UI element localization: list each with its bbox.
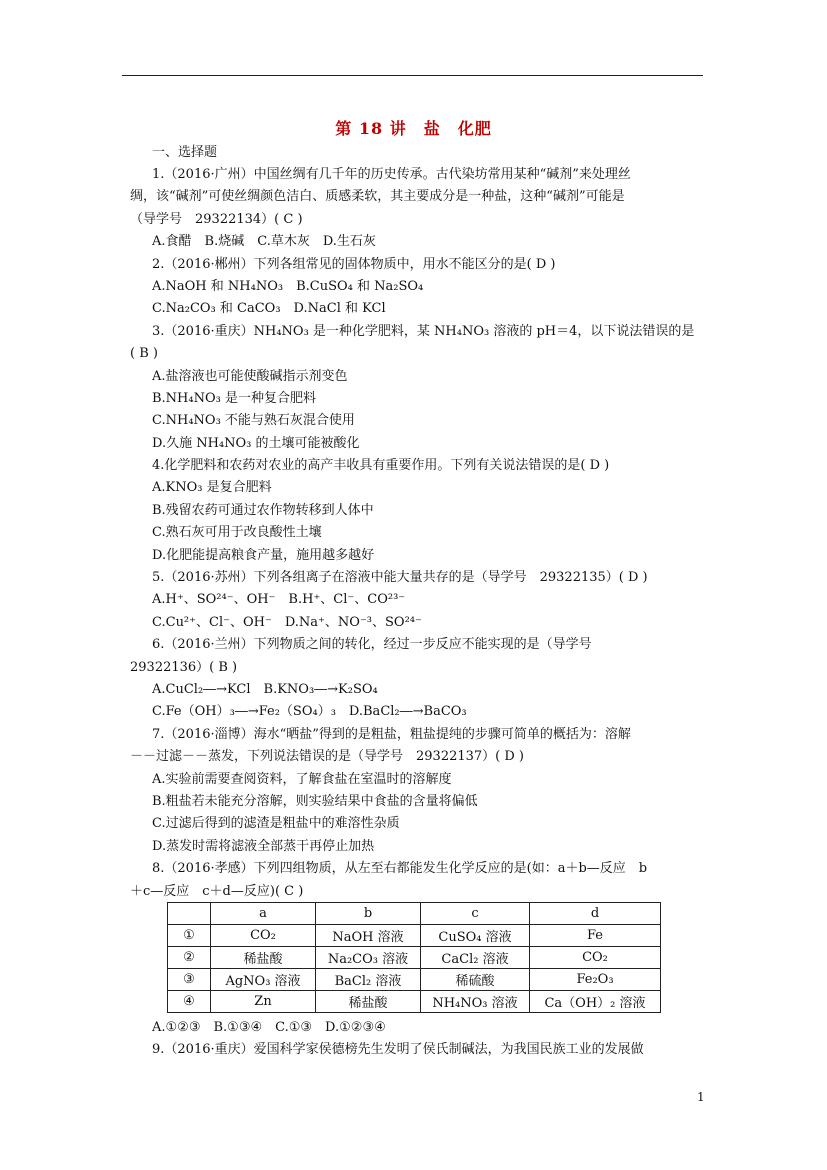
- q8-line-2: ＋c—反应 c＋d—反应)( C ): [130, 883, 304, 899]
- q2-options-2: C.Na₂CO₃ 和 CaCO₃ D.NaCl 和 KCl: [152, 301, 386, 317]
- header-rule: [122, 75, 703, 76]
- table-header-cell: c: [421, 903, 530, 925]
- table-cell: CO₂: [530, 947, 661, 969]
- page-number: 1: [697, 1090, 705, 1104]
- table-cell: NH₄NO₃ 溶液: [421, 991, 530, 1013]
- q3-option-a: A.盐溶液也可能使酸碱指示剂变色: [152, 368, 348, 384]
- after-table-block: [152, 1017, 704, 1062]
- table-cell: Ca（OH）₂ 溶液: [530, 991, 661, 1013]
- question-list: [130, 144, 704, 903]
- q1-line-2: 绸，该“碱剂”可使丝绸颜色洁白、质感柔软，其主要成分是一种盐，这种“碱剂”可能是: [130, 189, 625, 205]
- q7-option-d: D.蒸发时需将滤液全部蒸干再停止加热: [152, 838, 375, 854]
- q4-option-c: C.熟石灰可用于改良酸性土壤: [152, 525, 322, 541]
- q8-table: [167, 902, 661, 1013]
- q1-line-1: 1.（2016·广州）中国丝绸有几千年的历史传承。古代染坊常用某种“碱剂”来处理丝: [152, 167, 631, 182]
- q4-line-1: 4.化学肥料和农药对农业的高产丰收具有重要作用。下列有关说法错误的是( D ): [152, 458, 610, 474]
- q6-line-2: 29322136）( B ): [130, 659, 238, 675]
- table-cell: Fe: [530, 925, 661, 947]
- table-cell: ②: [168, 947, 211, 969]
- table-header-cell: a: [211, 903, 316, 925]
- table-cell: NaOH 溶液: [316, 925, 421, 947]
- table-cell: AgNO₃ 溶液: [211, 969, 316, 991]
- q1-line-3: （导学号 29322134）( C ): [130, 211, 303, 227]
- q2-line-1: 2.（2016·郴州）下列各组常见的固体物质中，用水不能区分的是( D ): [152, 256, 556, 272]
- table-row: [168, 991, 661, 1013]
- table-row: [168, 947, 661, 969]
- q5-options-1: A.H⁺、SO²⁴⁻、OH⁻ B.H⁺、Cl⁻、CO²³⁻: [152, 592, 406, 608]
- q5-line-1: 5.（2016·苏州）下列各组离子在溶液中能大量共存的是（导学号 29322135）( D ): [152, 570, 648, 586]
- section-heading: 一、选择题: [152, 145, 218, 160]
- q3-line-2: ( B ): [130, 346, 158, 362]
- q6-line-1: 6.（2016·兰州）下列物质之间的转化，经过一步反应不能实现的是（导学号: [152, 637, 592, 653]
- q3-line-1: 3.（2016·重庆）NH₄NO₃ 是一种化学肥料，某 NH₄NO₃ 溶液的 pH＝4，以下说法错误的是: [152, 323, 695, 339]
- table-row: [168, 925, 661, 947]
- table-cell: 稀盐酸: [316, 991, 421, 1013]
- table-cell: ③: [168, 969, 211, 991]
- q1-options: A.食醋 B.烧碱 C.草木灰 D.生石灰: [152, 234, 376, 250]
- page-title: 第 18 讲 盐 化肥: [335, 119, 492, 138]
- q3-option-c: C.NH₄NO₃ 不能与熟石灰混合使用: [152, 413, 355, 429]
- q8-line-1: 8.（2016·孝感）下列四组物质，从左至右都能发生化学反应的是(如：a＋b—反应 b: [152, 861, 648, 877]
- table-row: [168, 969, 661, 991]
- q6-options-2: C.Fe（OH）₃―→Fe₂（SO₄）₃ D.BaCl₂―→BaCO₃: [152, 704, 467, 720]
- q9-line-1: 9.（2016·重庆）爱国科学家侯德榜先生发明了侯氏制碱法，为我国民族工业的发展做: [152, 1042, 644, 1058]
- q7-line-2: －－过滤－－蒸发，下列说法错误的是（导学号 29322137）( D ): [130, 749, 524, 765]
- table-cell: Zn: [211, 991, 316, 1013]
- q3-option-d: D.久施 NH₄NO₃ 的土壤可能被酸化: [152, 435, 360, 451]
- table-cell: Fe₂O₃: [530, 969, 661, 991]
- table-cell: CaCl₂ 溶液: [421, 947, 530, 969]
- q7-line-1: 7.（2016·淄博）海水“晒盐”得到的是粗盐，粗盐提纯的步骤可简单的概括为：溶解: [152, 726, 631, 742]
- table-header-cell: b: [316, 903, 421, 925]
- table-cell: CuSO₄ 溶液: [421, 925, 530, 947]
- table-header-row: [168, 903, 661, 925]
- table-cell: Na₂CO₃ 溶液: [316, 947, 421, 969]
- table-cell: ①: [168, 925, 211, 947]
- table-cell: CO₂: [211, 925, 316, 947]
- q2-options-1: A.NaOH 和 NH₄NO₃ B.CuSO₄ 和 Na₂SO₄: [152, 278, 424, 294]
- table-cell: 稀硫酸: [421, 969, 530, 991]
- table-cell: 稀盐酸: [211, 947, 316, 969]
- q7-option-a: A.实验前需要查阅资料，了解食盐在室温时的溶解度: [152, 771, 452, 787]
- q4-option-b: B.残留农药可通过农作物转移到人体中: [152, 502, 374, 518]
- table-header-cell: [168, 903, 211, 925]
- q7-option-c: C.过滤后得到的滤渣是粗盐中的难溶性杂质: [152, 816, 400, 832]
- q7-option-b: B.粗盐若未能充分溶解，则实验结果中食盐的含量将偏低: [152, 793, 478, 809]
- q6-options-1: A.CuCl₂―→KCl B.KNO₃―→K₂SO₄: [152, 681, 378, 697]
- q8-options: A.①②③ B.①③④ C.①③ D.①②③④: [152, 1020, 386, 1035]
- q5-options-2: C.Cu²⁺、Cl⁻、OH⁻ D.Na⁺、NO⁻³、SO²⁴⁻: [152, 614, 422, 630]
- table-header-cell: d: [530, 903, 661, 925]
- q3-option-b: B.NH₄NO₃ 是一种复合肥料: [152, 390, 316, 406]
- table-cell: ④: [168, 991, 211, 1013]
- table-cell: BaCl₂ 溶液: [316, 969, 421, 991]
- q4-option-d: D.化肥能提高粮食产量，施用越多越好: [152, 547, 375, 563]
- q4-option-a: A.KNO₃ 是复合肥料: [152, 480, 272, 496]
